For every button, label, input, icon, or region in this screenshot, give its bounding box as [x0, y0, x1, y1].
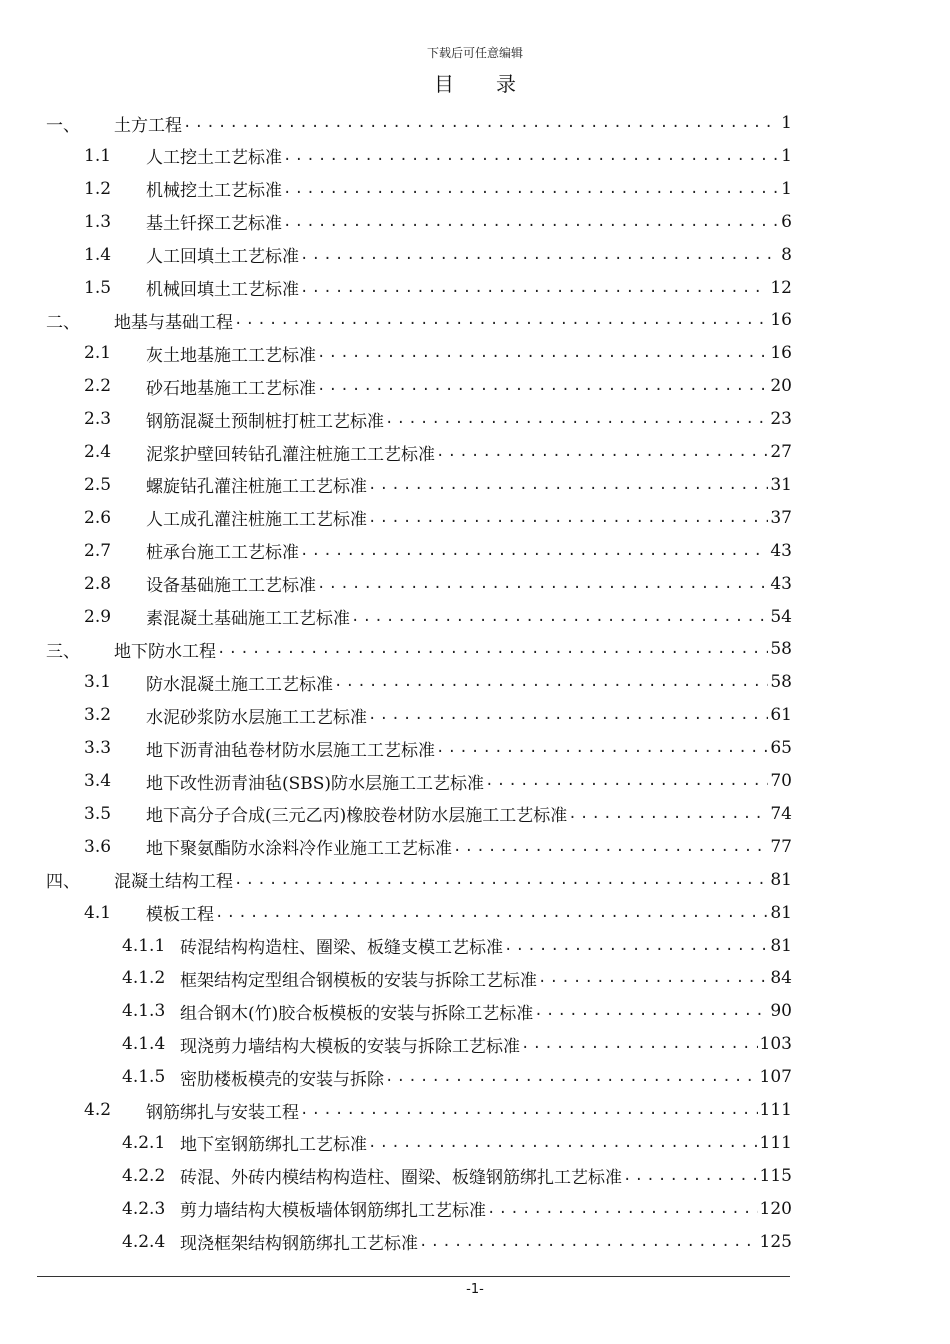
toc-entry[interactable] [46, 865, 792, 895]
toc-entry-page: 81 [770, 902, 792, 923]
dot-leader [436, 444, 768, 460]
toc-entry-page: 125 [759, 1231, 792, 1252]
toc-entry[interactable] [84, 569, 792, 599]
toc-entry-number: 1.3 [84, 211, 112, 232]
toc-entry-number: 3.5 [84, 803, 112, 824]
toc-title: 目录 [434, 72, 558, 96]
toc-entry-label: 土方工程 [114, 115, 182, 136]
toc-entry-page: 90 [770, 1001, 792, 1022]
toc-entry-label: 人工回填土工艺标准 [146, 247, 299, 268]
toc-entry[interactable] [122, 1227, 792, 1257]
toc-entry[interactable] [122, 996, 792, 1026]
dot-leader [368, 510, 768, 526]
toc-entry-page: 27 [770, 442, 792, 462]
dot-leader [385, 411, 768, 427]
toc-entry[interactable] [84, 174, 792, 204]
toc-entry-page: 31 [770, 474, 792, 495]
toc-entry[interactable] [84, 273, 792, 303]
toc-entry[interactable] [84, 437, 792, 467]
toc-entry[interactable] [122, 963, 792, 993]
dot-leader [300, 1102, 758, 1118]
toc-entry-page: 6 [781, 211, 792, 232]
toc-entry-number: 3.3 [84, 738, 112, 759]
toc-entry-page: 12 [770, 277, 792, 298]
toc-entry-number: 4.2.4 [122, 1231, 166, 1252]
dot-leader [317, 378, 768, 394]
toc-entry[interactable] [84, 371, 792, 401]
toc-entry-number: 4.1 [84, 902, 112, 923]
toc-entry-label: 剪力墙结构大模板墙体钢筋绑扎工艺标准 [180, 1201, 486, 1222]
toc-entry[interactable] [122, 1029, 792, 1059]
toc-entry-number: 4.1.1 [122, 935, 166, 956]
dot-leader [234, 312, 768, 328]
toc-entry-label: 组合钢木(竹)胶合板模板的安装与拆除工艺标准 [180, 1003, 534, 1024]
dot-leader [623, 1168, 758, 1184]
toc-entry-number: 1.5 [84, 277, 112, 298]
header-note: 下载后可任意编辑 [426, 46, 523, 60]
toc-entry-number: 四、 [46, 872, 80, 893]
dot-leader [521, 1036, 758, 1052]
toc-entry-label: 砖混、外砖内模结构构造柱、圈梁、板缝钢筋绑扎工艺标准 [180, 1168, 622, 1189]
toc-entry-number: 1.4 [84, 244, 112, 265]
toc-entry-page: 107 [759, 1067, 792, 1088]
toc-entry-label: 地下防水工程 [114, 641, 216, 662]
toc-entry-label: 模板工程 [146, 905, 214, 926]
dot-leader [368, 1135, 758, 1151]
dot-leader [334, 674, 768, 690]
toc-entry-number: 2.8 [84, 573, 112, 594]
toc-entry[interactable] [84, 898, 792, 928]
dot-leader [368, 477, 768, 493]
toc-entry-number: 3.4 [84, 771, 112, 791]
toc-entry[interactable] [46, 305, 792, 335]
dot-leader [385, 1069, 758, 1085]
dot-leader [300, 543, 768, 559]
toc-entry-page: 65 [770, 738, 792, 759]
toc-entry-label: 素混凝土基础施工工艺标准 [146, 609, 350, 629]
toc-entry-page: 111 [759, 1100, 792, 1120]
toc-entry-page: 16 [770, 310, 792, 331]
toc-entry-label: 桩承台施工工艺标准 [146, 543, 299, 564]
dot-leader [183, 115, 779, 131]
toc-entry-number: 2.4 [84, 442, 112, 462]
toc-entry-label: 钢筋混凝土预制桩打桩工艺标准 [146, 411, 384, 432]
toc-entry-number: 2.3 [84, 409, 112, 430]
toc-entry-number: 2.5 [84, 474, 112, 495]
toc-entry-number: 3.6 [84, 836, 112, 857]
dot-leader [317, 576, 768, 592]
dot-leader [283, 181, 779, 197]
dot-leader [283, 148, 779, 164]
toc-entry[interactable] [84, 141, 792, 171]
dot-leader [300, 247, 779, 263]
toc-entry-label: 现浇剪力墙结构大模板的安装与拆除工艺标准 [180, 1036, 520, 1057]
toc-entry[interactable] [84, 733, 792, 763]
footer-divider [37, 1276, 790, 1277]
toc-entry-page: 23 [770, 409, 792, 430]
toc-entry-number: 4.2.2 [122, 1165, 166, 1186]
toc-entry-number: 三、 [46, 641, 80, 662]
dot-leader [453, 839, 768, 855]
toc-entry-number: 1.1 [84, 145, 112, 166]
toc-entry-number: 4.2.3 [122, 1198, 166, 1219]
toc-entry-label: 框架结构定型组合钢模板的安装与拆除工艺标准 [180, 970, 537, 991]
dot-leader [351, 609, 768, 625]
toc-entry[interactable] [84, 602, 792, 632]
toc-entry-number: 1.2 [84, 178, 112, 199]
toc-entry-number: 2.6 [84, 507, 112, 528]
dot-leader [534, 1003, 768, 1019]
toc-entry-page: 54 [770, 606, 792, 627]
toc-entry-page: 20 [770, 376, 792, 397]
toc-entry-number: 2.9 [84, 606, 112, 627]
toc-entry-label: 设备基础施工工艺标准 [146, 576, 316, 597]
toc-entry-number: 2.2 [84, 376, 112, 397]
toc-entry-label: 人工挖土工艺标准 [146, 148, 282, 169]
toc-entry-page: 84 [770, 968, 792, 989]
toc-entry-number: 4.1.5 [122, 1067, 166, 1088]
dot-leader [217, 641, 768, 657]
toc-entry-label: 砖混结构构造柱、圈梁、板缝支模工艺标准 [180, 938, 503, 958]
toc-entry-label: 地下聚氨酯防水涂料冷作业施工工艺标准 [146, 839, 452, 860]
toc-entry[interactable] [84, 470, 792, 500]
toc-entry-label: 水泥砂浆防水层施工工艺标准 [146, 707, 367, 728]
toc-entry-label: 基土钎探工艺标准 [146, 214, 282, 235]
toc-entry-number: 4.2.1 [122, 1132, 166, 1153]
dot-leader [419, 1234, 758, 1250]
toc-entry-label: 机械回填土工艺标准 [146, 280, 299, 300]
toc-entry-page: 115 [759, 1165, 792, 1186]
toc-entry[interactable] [122, 1161, 792, 1191]
toc-entry-number: 3.2 [84, 705, 112, 726]
toc-entry-label: 地下改性沥青油毡(SBS)防水层施工工艺标准 [146, 773, 485, 794]
toc-entry-label: 地下室钢筋绑扎工艺标准 [180, 1135, 367, 1156]
dot-leader [317, 345, 768, 361]
toc-entry-page: 70 [770, 771, 792, 791]
dot-leader [538, 970, 768, 986]
toc-entry-label: 地基与基础工程 [114, 312, 233, 333]
toc-entry[interactable] [46, 634, 792, 664]
toc-entry-page: 1 [781, 145, 792, 166]
toc-entry-page: 81 [770, 935, 792, 956]
toc-entry[interactable] [84, 240, 792, 270]
toc-entry[interactable] [84, 207, 792, 237]
toc-entry-page: 43 [770, 540, 792, 561]
dot-leader [234, 872, 768, 888]
toc-entry[interactable] [84, 766, 792, 796]
page-number: -1- [466, 1282, 484, 1297]
toc-entry-number: 4.2 [84, 1100, 112, 1120]
toc-entry-label: 泥浆护壁回转钻孔灌注桩施工工艺标准 [146, 444, 435, 465]
dot-leader [504, 938, 768, 954]
toc-entry-page: 37 [770, 507, 792, 528]
toc-entry-label: 螺旋钻孔灌注桩施工工艺标准 [146, 477, 367, 498]
toc-entry-page: 1 [781, 113, 792, 133]
toc-entry[interactable] [122, 1128, 792, 1158]
toc-entry[interactable] [122, 931, 792, 961]
toc-entry[interactable] [84, 832, 792, 862]
toc-entry-page: 120 [759, 1198, 792, 1219]
toc-entry-label: 钢筋绑扎与安装工程 [146, 1102, 299, 1123]
dot-leader [436, 740, 768, 756]
toc-entry[interactable] [84, 536, 792, 566]
dot-leader [215, 905, 768, 921]
toc-entry[interactable] [84, 667, 792, 697]
toc-entry-label: 灰土地基施工工艺标准 [146, 345, 316, 366]
toc-entry-label: 混凝土结构工程 [114, 872, 233, 893]
toc-entry[interactable] [84, 404, 792, 434]
toc-entry[interactable] [84, 1095, 792, 1125]
toc-entry-number: 一、 [46, 115, 80, 136]
toc-entry-page: 103 [759, 1034, 792, 1055]
toc-entry-page: 77 [770, 836, 792, 857]
toc-entry[interactable] [122, 1062, 792, 1092]
toc-entry-number: 二、 [46, 312, 80, 333]
toc-entry-page: 111 [759, 1132, 792, 1153]
toc-entry-page: 1 [781, 178, 792, 199]
toc-entry-page: 58 [770, 672, 792, 693]
toc-entry-page: 16 [770, 343, 792, 364]
toc-entry-label: 地下沥青油毡卷材防水层施工工艺标准 [146, 740, 435, 761]
dot-leader [283, 214, 779, 230]
toc-entry-label: 密肋楼板模壳的安装与拆除 [180, 1069, 384, 1090]
toc-entry-number: 4.1.3 [122, 1001, 166, 1022]
toc-entry-number: 2.1 [84, 343, 112, 364]
toc-entry[interactable] [46, 108, 792, 138]
toc-entry[interactable] [84, 700, 792, 730]
toc-entry-number: 2.7 [84, 540, 112, 561]
toc-entry-label: 机械挖土工艺标准 [146, 181, 282, 202]
toc-entry-label: 砂石地基施工工艺标准 [146, 378, 316, 399]
toc-entry-page: 81 [770, 869, 792, 890]
toc-entry-label: 防水混凝土施工工艺标准 [146, 674, 333, 695]
toc-entry-page: 8 [781, 244, 792, 265]
dot-leader [368, 707, 768, 723]
dot-leader [487, 1201, 758, 1217]
toc-entry[interactable] [122, 1194, 792, 1224]
toc-entry[interactable] [84, 799, 792, 829]
toc-entry-label: 地下高分子合成(三元乙丙)橡胶卷材防水层施工工艺标准 [146, 806, 568, 827]
dot-leader [300, 280, 768, 296]
toc-entry-number: 3.1 [84, 672, 112, 693]
toc-entry-label: 现浇框架结构钢筋绑扎工艺标准 [180, 1234, 418, 1255]
toc-entry-number: 4.1.4 [122, 1034, 166, 1055]
dot-leader [568, 806, 768, 822]
toc-entry[interactable] [84, 503, 792, 533]
dot-leader [485, 773, 768, 789]
toc-entry-number: 4.1.2 [122, 968, 166, 989]
toc-entry-page: 58 [770, 639, 792, 660]
toc-entry-page: 74 [770, 803, 792, 824]
toc-entry-label: 人工成孔灌注桩施工工艺标准 [146, 510, 367, 531]
toc-entry-page: 43 [770, 573, 792, 594]
toc-entry[interactable] [84, 338, 792, 368]
toc-entry-page: 61 [770, 705, 792, 726]
